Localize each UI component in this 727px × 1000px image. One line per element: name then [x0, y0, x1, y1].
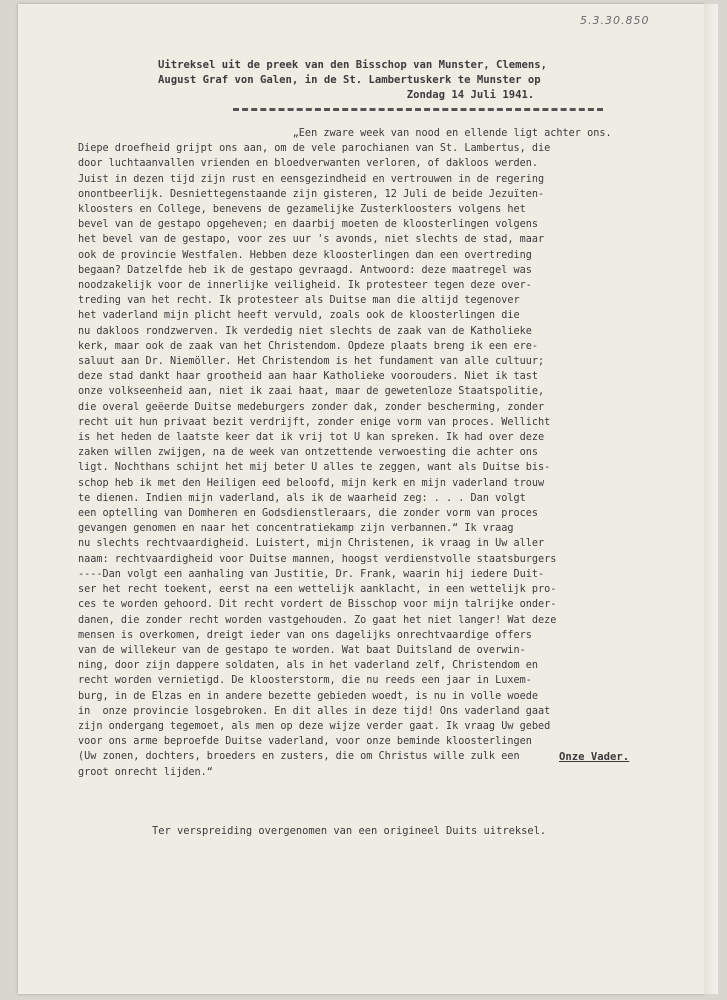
document-heading: Uitreksel uit de preek van den Bisschop van Munster, Clemens, August Graf von Galen, in de St. Lambertuskerk te Munster op Zondag 14 Juli 1941. [158, 59, 548, 101]
archive-number: 5.3.30.850 [580, 14, 650, 27]
document-page [18, 4, 704, 994]
heading-underline-rule [233, 108, 603, 111]
closing-prayer: Onze Vader. [559, 751, 630, 763]
sermon-excerpt-body: „Een zware week van nood en ellende ligt achter ons. Diepe droefheid grijpt ons aan, om de vele parochianen van St. Lambertus, die door luchtaanvallen vrienden en bloedverwanten verloren, of dakloos werden. Juist in dezen tijd zijn rust en eensgezindheid en vertrouwen in de regering onontbeerlijk. Desniettegenstaande zijn gisteren, 12 Juli de beide Jezuïten- kloosters en College, benevens de gezamelijke Zusterkloosters volgens het bevel van de gestapo opgeheven; en daarbij moeten de kloosterlingen volgens het bevel van de gestapo, voor zes uur 's avonds, niet slechts de stad, maar ook de provincie Westfalen. Hebben deze kloosterlingen dan een overtreding begaan? Datzelfde heb ik de gestapo gevraagd. Antwoord: deze maatregel was noodzakelijk voor de innerlijke veiligheid. Ik protesteer tegen deze over- treding van het recht. Ik protesteer als Duitse man die altijd tegenover het vaderland mijn plicht heeft vervuld, zoals ook de kloosterlingen die nu dakloos rondzwerven. Ik verdedig niet slechts de zaak van de Katholieke kerk, maar ook de zaak van het Christendom. Opdeze plaats breng ik een ere- saluut aan Dr. Niemöller. Het Christendom is het fundament van alle cultuur; deze stad dankt haar grootheid aan haar Katholieke voorouders. Niet ik tast onze volkseenheid aan, niet ik zaai haat, maar de gewetenloze Staatspolitie, die overal geëerde Duitse medeburgers zonder dak, zonder bescherming, zonder recht uit hun privaat bezit verdrijft, zonder enige vorm van proces. Wellicht is het heden de laatste keer dat ik vrij tot U kan spreken. Ik had over deze zaken willen zwijgen, na de week van ontzettende verwoesting die achter ons ligt. Nochthans schijnt het mij beter U alles te zeggen, want als Duitse bis- schop heb ik met den Heiligen eed beloofd, mijn kerk en mijn vaderland trouw te dienen. Indien mijn vaderland, als ik de waarheid zeg: . . . Dan volgt een optelling van Domheren en Godsdienstleraars, die zonder vorm van proces gevangen genomen en naar het concentratiekamp zijn verbannen.“ Ik vraag nu slechts rechtvaardigheid. Luistert, mijn Christenen, ik vraag in Uw aller naam: rechtvaardigheid voor Duitse mannen, hoogst verdienstvolle staatsburgers ----Dan volgt een aanhaling van Justitie, Dr. Frank, waarin hij iedere Duit- ser het recht toekent, eerst na een wettelijk aanklacht, in een wettelijk pro- ces te worden gehoord. Dit recht vordert de Bisschop voor mijn talrijke onder- danen, die zonder recht worden vastgehouden. Zo gaat het niet langer! Wat deze mensen is overkomen, dreigt ieder van ons dagelijks onrechtvaardige offers van de willekeur van de gestapo te worden. Wat baat Duitsland de overwin- ning, door zijn dappere soldaten, als in het vaderland zelf, Christendom en recht worden vernietigd. De kloosterstorm, die nu reeds een jaar in Luxem- burg, in de Elzas en in andere bezette gebieden woedt, is nu in volle woede in onze provincie losgebroken. En dit alles in deze tijd! Ons vaderland gaat zijn ondergang tegemoet, als men op deze wijze verder gaat. Ik vraag Uw gebed voor ons arme beproefde Duitse vaderland, voor onze beminde kloosterlingen (Uw zonen, dochters, broeders en zusters, die om Christus wille zulk een groot onrecht lijden.“ [78, 128, 612, 778]
distribution-note: Ter verspreiding overgenomen van een origineel Duits uitreksel. [152, 825, 547, 837]
